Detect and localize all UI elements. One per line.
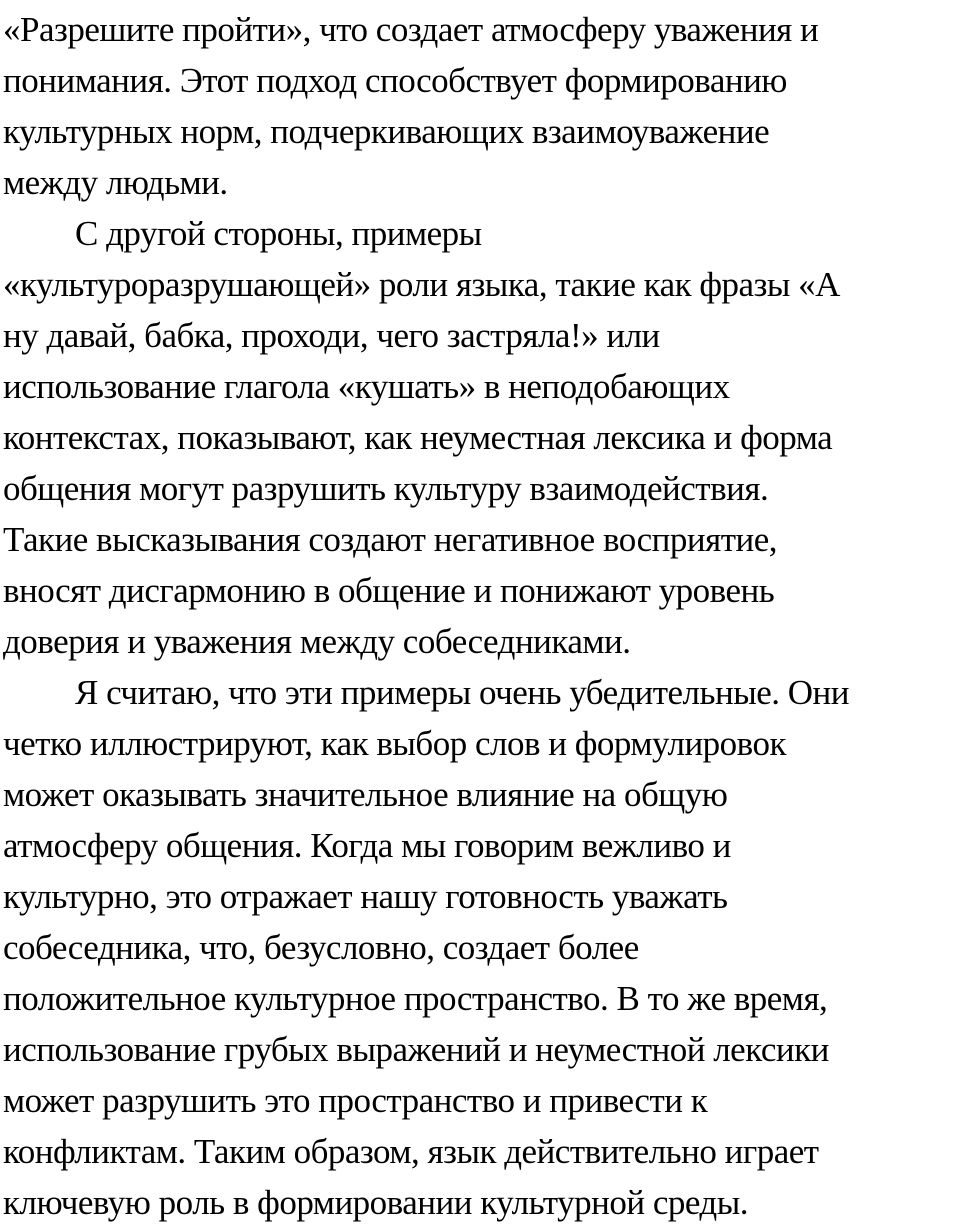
text-line-7: ну давай, бабка, проходи, чего застряла!» или bbox=[3, 316, 660, 355]
text-line-12: вносят дисгармонию в общение и понижают уровень bbox=[3, 571, 775, 610]
text-line-18: культурно, это отражает нашу готовность уважать bbox=[3, 877, 728, 916]
text-line-13: доверия и уважения между собеседниками. bbox=[3, 622, 631, 661]
text-line-17: атмосферу общения. Когда мы говорим вежливо и bbox=[3, 826, 731, 865]
text-line-6: «культуроразрушающей» роли языка, такие как фразы «А bbox=[3, 265, 840, 304]
text-line-22: может разрушить это пространство и привести к bbox=[3, 1081, 708, 1120]
paragraph-2-first-line: С другой стороны, примеры bbox=[75, 214, 482, 253]
text-line-20: положительное культурное пространство. В то же время, bbox=[3, 979, 828, 1018]
text-line-2: понимания. Этот подход способствует формированию bbox=[3, 61, 787, 100]
text-line-8: использование глагола «кушать» в неподобающих bbox=[3, 367, 730, 406]
text-line-19: собеседника, что, безусловно, создает более bbox=[3, 928, 639, 967]
text-line-15: четко иллюстрируют, как выбор слов и формулировок bbox=[3, 724, 786, 763]
text-line-24: ключевую роль в формировании культурной среды. bbox=[3, 1183, 749, 1222]
text-line-16: может оказывать значительное влияние на общую bbox=[3, 775, 728, 814]
text-line-21: использование грубых выражений и неуместной лексики bbox=[3, 1030, 829, 1069]
text-line-10: общения могут разрушить культуру взаимодействия. bbox=[3, 469, 769, 508]
text-line-11: Такие высказывания создают негативное восприятие, bbox=[3, 520, 778, 559]
text-line-4: между людьми. bbox=[3, 163, 228, 202]
text-line-1: «Разрешите пройти», что создает атмосферу уважения и bbox=[3, 10, 819, 49]
text-line-23: конфликтам. Таким образом, язык действительно играет bbox=[3, 1132, 819, 1171]
paragraph-3-first-line: Я считаю, что эти примеры очень убедительные. Они bbox=[75, 673, 850, 712]
text-line-9: контекстах, показывают, как неуместная лексика и форма bbox=[3, 418, 833, 457]
text-line-3: культурных норм, подчеркивающих взаимоуважение bbox=[3, 112, 770, 151]
